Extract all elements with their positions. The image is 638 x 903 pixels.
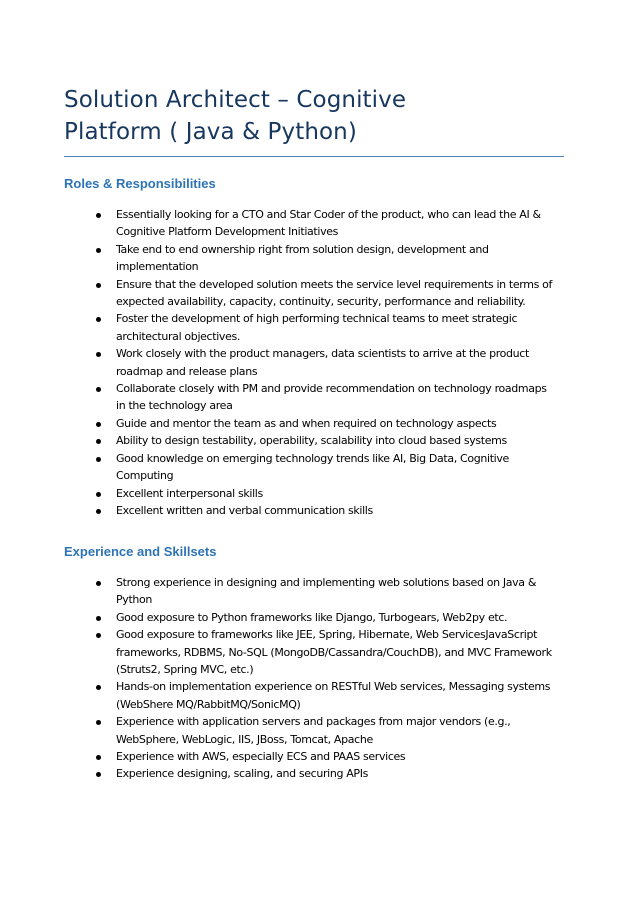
title-line-1: Solution Architect – Cognitive	[64, 87, 407, 113]
list-item-text: Collaborate closely with PM and provide recommendation on technology roadmaps in the technology area	[116, 382, 547, 413]
list-item	[0, 609, 556, 626]
list-item	[0, 485, 556, 502]
list-item	[0, 748, 556, 765]
bullet-icon	[96, 509, 101, 514]
list-item	[0, 713, 556, 748]
list-item	[0, 241, 556, 276]
list-item	[0, 626, 556, 678]
list-item-text: Essentially looking for a CTO and Star Coder of the product, who can lead the AI & Cognitive Platform Development Initiatives	[116, 208, 541, 239]
list-item	[0, 502, 556, 519]
list-item	[0, 432, 556, 449]
bullet-icon	[96, 772, 101, 777]
roles-list	[0, 206, 556, 519]
list-item	[0, 345, 556, 380]
title-underline	[64, 156, 564, 157]
list-item-text: Work closely with the product managers, data scientists to arrive at the product roadmap and release plans	[116, 347, 529, 378]
list-item	[0, 450, 556, 485]
list-item-text: Excellent interpersonal skills	[116, 486, 263, 500]
list-item-text: Good knowledge on emerging technology trends like AI, Big Data, Cognitive Computing	[116, 451, 509, 483]
bullet-icon	[96, 633, 101, 638]
experience-list	[0, 574, 556, 783]
list-item-text: Good exposure to frameworks like JEE, Spring, Hibernate, Web ServicesJavaScript frameworks, RDBMS, No-SQL (MongoDB/Cassandra/CouchDB), and MVC Framework (Struts2, Spring MVC, etc.)	[116, 628, 552, 677]
bullet-icon	[96, 755, 101, 760]
bullet-icon	[96, 283, 101, 288]
list-item-text: Experience with application servers and packages from major vendors (e.g., WebSphere, WebLogic, IIS, JBoss, Tomcat, Apache	[116, 715, 511, 746]
list-item-text: Guide and mentor the team as and when required on technology aspects	[116, 416, 497, 430]
list-item-text: Ensure that the developed solution meets the service level requirements in terms of expected availability, capacity, continuity, security, performance and reliability.	[116, 277, 553, 309]
list-item-text: Experience designing, scaling, and securing APIs	[116, 767, 368, 781]
list-item	[0, 380, 556, 415]
bullet-icon	[96, 492, 101, 497]
list-item	[0, 310, 556, 345]
page-title	[64, 84, 564, 148]
section-heading-roles: Roles & Responsibilities	[64, 176, 216, 191]
bullet-icon	[96, 422, 101, 427]
list-item-text: Experience with AWS, especially ECS and PAAS services	[116, 750, 406, 764]
list-item-text: Strong experience in designing and implementing web solutions based on Java & Python	[116, 576, 537, 607]
bullet-icon	[96, 616, 101, 621]
list-item-text: Hands-on implementation experience on RESTful Web services, Messaging systems (WebShere MQ/RabbitMQ/SonicMQ)	[116, 680, 551, 711]
bullet-icon	[96, 387, 101, 392]
list-item-text: Ability to design testability, operability, scalability into cloud based systems	[116, 434, 507, 448]
bullet-icon	[96, 213, 101, 218]
title-line-2: Platform ( Java & Python)	[64, 119, 357, 145]
bullet-icon	[96, 720, 101, 725]
list-item	[0, 574, 556, 609]
list-item-text: Foster the development of high performing technical teams to meet strategic architectural objectives.	[116, 312, 518, 343]
list-item	[0, 678, 556, 713]
list-item-text: Excellent written and verbal communication skills	[116, 503, 373, 517]
list-item	[0, 765, 556, 782]
bullet-icon	[96, 581, 101, 586]
bullet-icon	[96, 439, 101, 444]
list-item-text: Take end to end ownership right from solution design, development and implementation	[116, 242, 489, 274]
list-item	[0, 415, 556, 432]
list-item	[0, 276, 556, 311]
bullet-icon	[96, 317, 101, 322]
bullet-icon	[96, 352, 101, 357]
list-item-text: Good exposure to Python frameworks like Django, Turbogears, Web2py etc.	[116, 610, 508, 624]
list-item	[0, 206, 556, 241]
bullet-icon	[96, 248, 101, 253]
bullet-icon	[96, 457, 101, 462]
section-heading-experience: Experience and Skillsets	[64, 544, 217, 559]
bullet-icon	[96, 685, 101, 690]
